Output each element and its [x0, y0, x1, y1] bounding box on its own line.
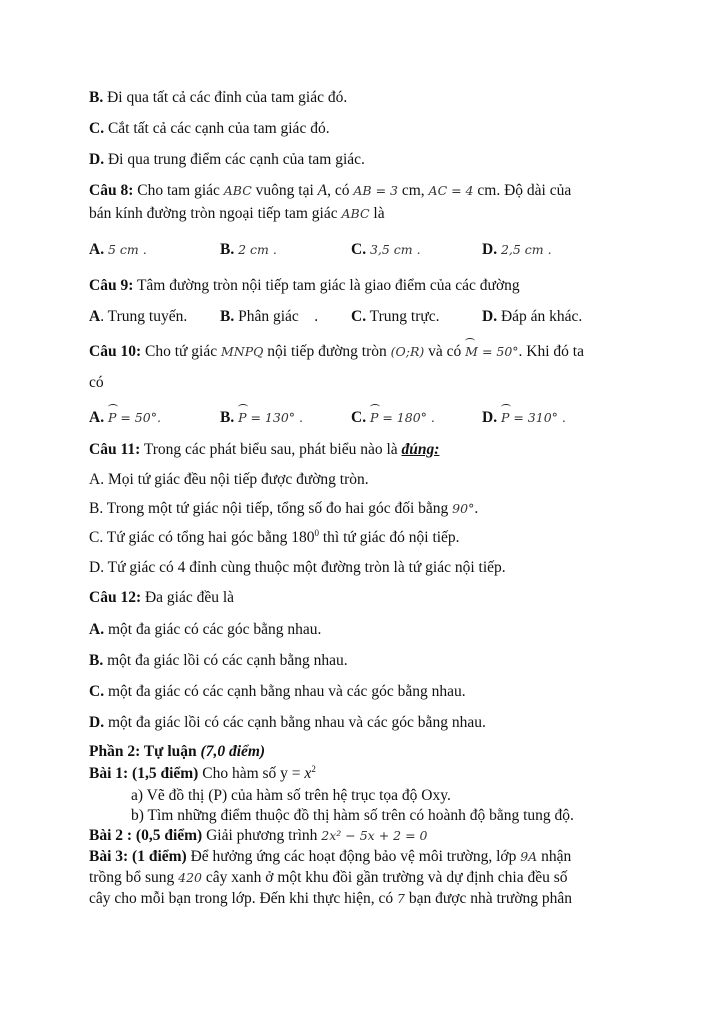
math: 420 — [178, 870, 202, 885]
option-text: Đáp án khác. — [497, 308, 583, 325]
option-value: = 130° . — [246, 410, 303, 425]
text: . Khi đó ta — [518, 343, 584, 360]
option-text: C. Tứ giác có tổng hai góc bằng 180 — [89, 529, 315, 546]
option-text: một đa giác có các cạnh bằng nhau và các góc bằng nhau. — [104, 683, 466, 700]
math: 9A — [520, 849, 538, 864]
option-label: C. — [89, 683, 105, 700]
option-text: D. Tứ giác có 4 đỉnh cùng thuộc một đường tròn là tứ giác nội tiếp. — [89, 559, 506, 576]
bai2-stem — [89, 826, 427, 846]
text: cây xanh ở một khu đồi gần trường và dự định chia đều số — [201, 869, 568, 886]
math: 90° — [452, 501, 475, 516]
question-title: Câu 12: — [89, 589, 142, 606]
bai3-line1 — [89, 847, 571, 867]
q12-option-d — [89, 713, 486, 733]
q7-option-c — [89, 119, 330, 139]
option-value: 3,5 cm . — [369, 242, 421, 257]
q12-stem — [89, 588, 234, 608]
q11-option-d — [89, 558, 506, 578]
option-label: B. — [220, 241, 235, 258]
option-label: D. — [482, 241, 498, 258]
math: = 50° — [477, 344, 519, 359]
option-value: 5 cm . — [107, 242, 147, 257]
q9-stem — [89, 276, 520, 296]
math: 7 — [397, 891, 405, 906]
text: Trong các phát biểu sau, phát biểu nào là — [140, 441, 402, 458]
q11-option-a — [89, 470, 369, 490]
text: Cho tứ giác — [141, 343, 221, 360]
math: ABC — [341, 206, 370, 221]
bai3-line2 — [89, 868, 568, 888]
option-label: D. — [89, 714, 105, 731]
option-label: B. — [89, 652, 104, 669]
option-text: Phân giác . — [234, 308, 319, 325]
superscript: 0 — [314, 527, 319, 538]
angle-symbol: M — [465, 342, 478, 362]
text: Cho tam giác — [133, 182, 224, 199]
q10-stem-line2 — [89, 373, 104, 393]
text: và có — [424, 343, 466, 360]
option-text: Trung trực. — [366, 308, 440, 325]
option-label: D. — [482, 409, 498, 426]
option-text: một đa giác có các góc bằng nhau. — [104, 621, 322, 638]
math: A — [317, 182, 328, 199]
bai1-stem — [89, 764, 316, 784]
option-label: D. — [89, 151, 105, 168]
option-text: B. Trong một tứ giác nội tiếp, tổng số đo hai góc đối bằng — [89, 500, 453, 517]
question-title: Câu 8: — [89, 182, 134, 199]
option-label: B. — [89, 89, 104, 106]
option-text: Đi qua trung điểm các cạnh của tam giác. — [104, 151, 365, 168]
text: b) Tìm những điểm thuộc đồ thị hàm số trên có hoành độ bằng tung độ. — [131, 807, 574, 824]
angle-symbol: P — [370, 408, 378, 428]
q7-option-d — [89, 150, 365, 170]
q9-option-a — [89, 307, 187, 327]
text: nhận — [537, 848, 572, 865]
option-label: A — [89, 308, 101, 325]
option-label: B. — [220, 409, 235, 426]
part2-heading — [89, 742, 265, 762]
text: Giải phương trình — [202, 827, 322, 844]
text: nội tiếp đường tròn — [263, 343, 391, 360]
q8-option-a — [89, 240, 147, 260]
text: có — [89, 374, 104, 391]
math: (O;R) — [390, 344, 425, 359]
angle-symbol: P — [238, 408, 246, 428]
q12-option-a — [89, 620, 321, 640]
text: trồng bổ sung — [89, 869, 179, 886]
q9-option-d — [482, 307, 582, 327]
q10-option-a — [89, 408, 161, 428]
q12-option-c — [89, 682, 466, 702]
option-text: . Trung tuyến. — [100, 308, 188, 325]
emphasis: đúng: — [401, 441, 440, 458]
option-label: A. — [89, 409, 105, 426]
text: cây cho mỗi bạn trong lớp. Đến khi thực hiện, có — [89, 890, 398, 907]
q7-option-b — [89, 88, 347, 108]
option-label: C. — [351, 241, 367, 258]
math: AB = 3 — [353, 183, 398, 198]
question-title: Câu 11: — [89, 441, 141, 458]
exercise-title: Bài 1: (1,5 điểm) — [89, 765, 199, 782]
option-value: = 180° . — [378, 410, 435, 425]
text: cm, — [397, 182, 429, 199]
math: AC = 4 — [428, 183, 474, 198]
q8-option-b — [220, 240, 277, 260]
text: cm. Độ dài của — [473, 182, 572, 199]
q8-option-d — [482, 240, 552, 260]
section-points: (7,0 điểm) — [200, 743, 266, 760]
q9-option-b — [220, 307, 318, 327]
q11-option-b — [89, 499, 478, 519]
text: thì tứ giác đó nội tiếp. — [319, 529, 460, 546]
option-value: = 310° . — [509, 410, 566, 425]
text: Đa giác đều là — [141, 589, 235, 606]
q10-option-d — [482, 408, 566, 428]
text: Cho hàm số y = — [198, 765, 305, 782]
q9-option-c — [351, 307, 440, 327]
angle-symbol: P — [501, 408, 509, 428]
q10-stem — [89, 342, 584, 362]
bai1-part-a — [89, 786, 451, 806]
option-text: một đa giác lồi có các cạnh bằng nhau và các góc bằng nhau. — [104, 714, 486, 731]
math: MNPQ — [220, 344, 264, 359]
option-label: C. — [89, 120, 105, 137]
q11-option-c — [89, 528, 460, 548]
text: vuông tại — [251, 182, 318, 199]
option-value: 2 cm . — [238, 242, 277, 257]
q8-stem-line2 — [89, 204, 385, 224]
q10-option-b — [220, 408, 303, 428]
text: bán kính đường tròn ngoại tiếp tam giác — [89, 205, 342, 222]
superscript: 2 — [311, 763, 316, 774]
option-text: Đi qua tất cả các đỉnh của tam giác đó. — [103, 89, 348, 106]
text: Để hưởng ứng các hoạt động bảo vệ môi trường, lớp — [186, 848, 521, 865]
q10-option-c — [351, 408, 435, 428]
q11-stem — [89, 440, 439, 460]
option-label: B. — [220, 308, 235, 325]
text: là — [369, 205, 385, 222]
option-text: một đa giác lồi có các cạnh bằng nhau. — [103, 652, 348, 669]
option-value: = 50°. — [116, 410, 161, 425]
option-label: C. — [351, 409, 367, 426]
text: . — [474, 500, 479, 517]
option-value: 2,5 cm . — [500, 242, 552, 257]
exercise-title: Bài 3: (1 điểm) — [89, 848, 187, 865]
math: x — [304, 765, 312, 782]
option-text: A. Mọi tứ giác đều nội tiếp được đường tròn. — [89, 471, 369, 488]
option-label: A. — [89, 241, 105, 258]
option-label: C. — [351, 308, 367, 325]
text: , có — [327, 182, 354, 199]
text: bạn được nhà trường phân — [404, 890, 573, 907]
q8-option-c — [351, 240, 421, 260]
question-title: Câu 9: — [89, 277, 134, 294]
text: Tâm đường tròn nội tiếp tam giác là giao điểm của các đường — [133, 277, 520, 294]
bai1-part-b — [89, 806, 574, 826]
q8-stem — [89, 181, 571, 201]
option-label: A. — [89, 621, 105, 638]
option-text: Cắt tất cả các cạnh của tam giác đó. — [104, 120, 330, 137]
q12-option-b — [89, 651, 348, 671]
text: a) Vẽ đồ thị (P) của hàm số trên hệ trục tọa độ Oxy. — [131, 787, 451, 804]
angle-symbol: P — [108, 408, 116, 428]
question-title: Câu 10: — [89, 343, 142, 360]
bai3-line3 — [89, 889, 572, 909]
math: ABC — [223, 183, 252, 198]
equation: 2x² − 5x + 2 = 0 — [321, 828, 428, 843]
exercise-title: Bài 2 : (0,5 điểm) — [89, 827, 203, 844]
option-label: D. — [482, 308, 498, 325]
section-title: Phần 2: Tự luận — [89, 743, 201, 760]
